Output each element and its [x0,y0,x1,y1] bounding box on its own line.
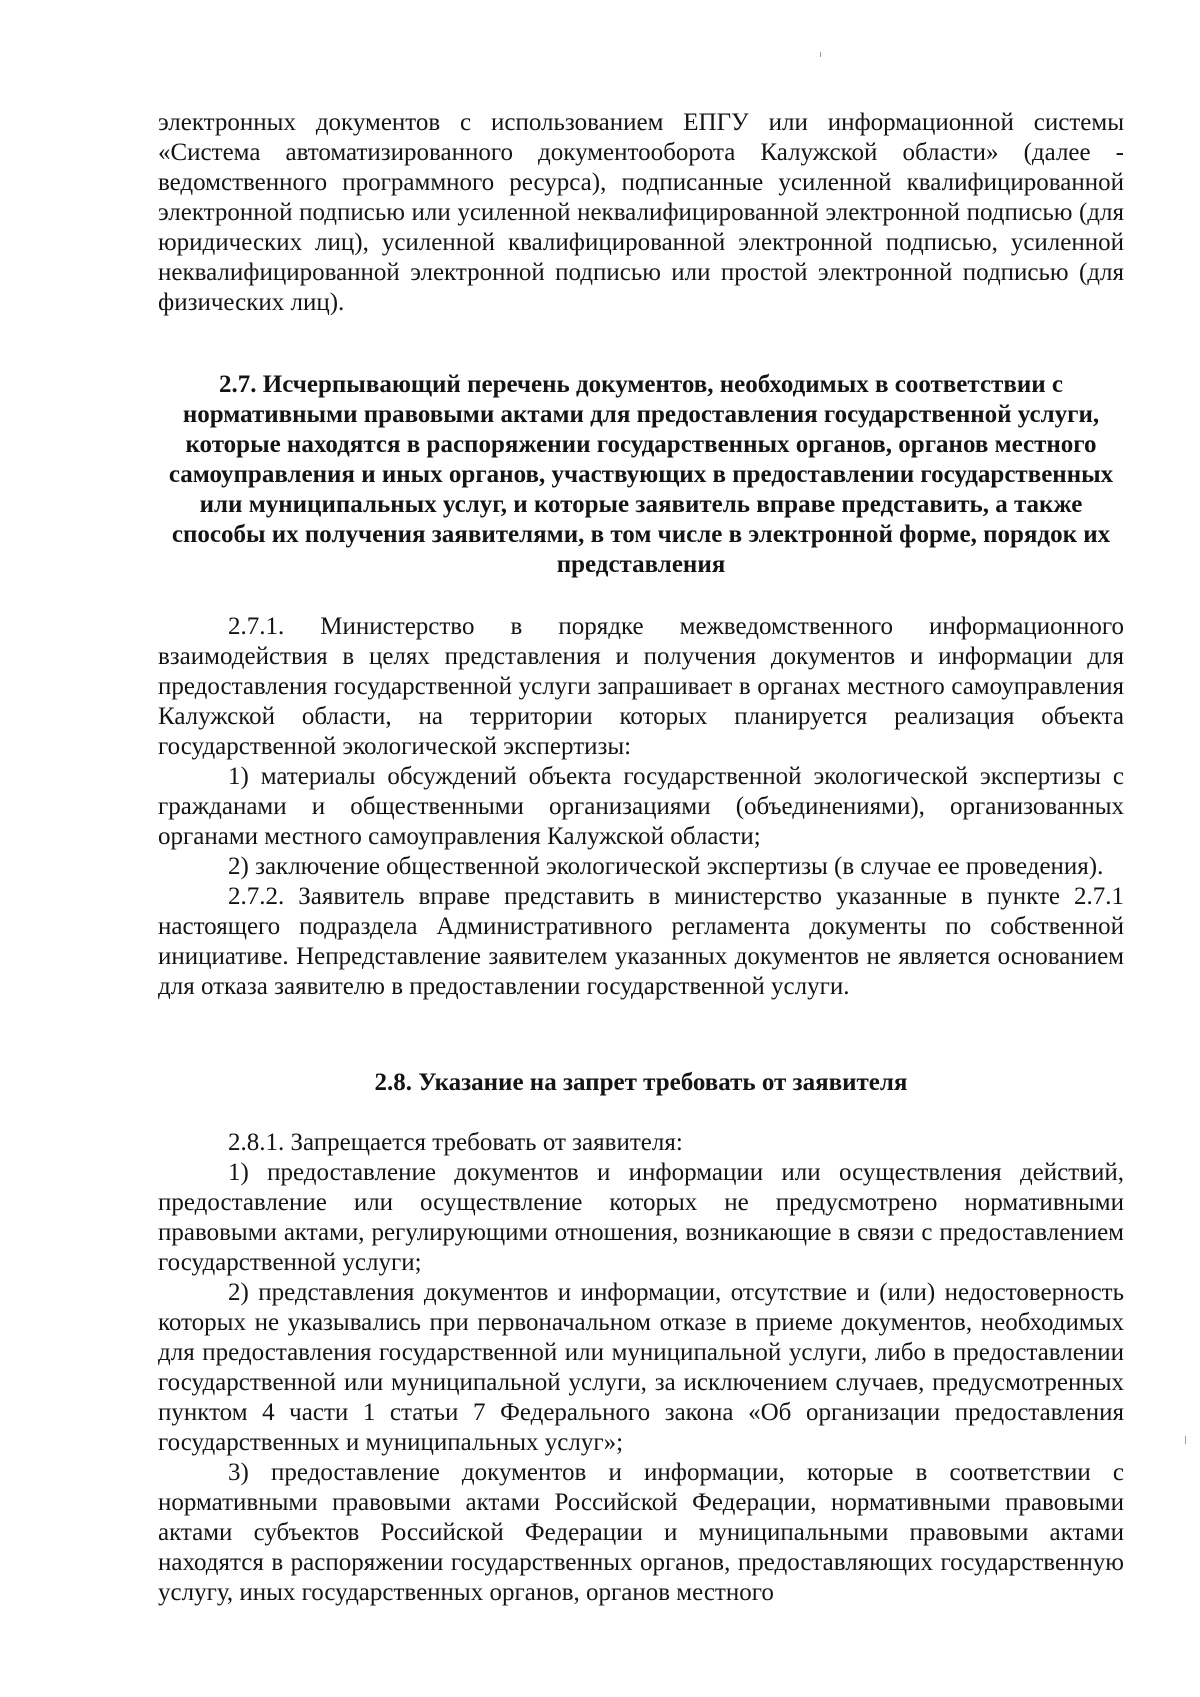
intro-block [158,108,1124,318]
list-item-2-8-1-2: 2) представления документов и информации, отсутствие и (или) недостоверность которых не указывались при первоначальном отказе в приеме документов, необходимых для предоставления государственной или муниципальной услуги, либо в предоставлении государственной или муниципальной услуги, за исключением случаев, предусмотренных пунктом 4 части 1 статьи 7 Федерального закона «Об организации предоставления государственных и муниципальных услуг»; [158,1279,1124,1456]
list-item-2-8-1-1: 1) предоставление документов и информации или осуществления действий, предоставление или осуществление которых не предусмотрено нормативными правовыми актами, регулирующими отношения, возникающие в связи с предоставлением государственной услуги; [158,1159,1124,1276]
list-item-2-7-1-2: 2) заключение общественной экологической экспертизы (в случае ее проведения). [228,853,1104,880]
intro-paragraph: электронных документов с использованием ЕПГУ или информационной системы «Система автоматизированного документооборота Калужской области» (далее - ведомственного программного ресурса), подписанные усиленной квалифицированной электронной подписью или усиленной неквалифицированной электронной подписью (для юридических лиц), усиленной квалифицированной электронной подписью, усиленной неквалифицированной электронной подписью или простой электронной подписью (для физических лиц). [158,109,1124,316]
list-item-2-8-1-3: 3) предоставление документов и информации, которые в соответствии с нормативными правовыми актами Российской Федерации, нормативными правовыми актами субъектов Российской Федерации и муниципальными правовыми актами находятся в распоряжении государственных органов, предоставляющих государственную услугу, иных государственных органов, органов местного [158,1459,1124,1606]
section-2-8-heading: 2.8. Указание на запрет требовать от заявителя [374,1069,908,1096]
paragraph-2-7-2: 2.7.2. Заявитель вправе представить в министерство указанные в пункте 2.7.1 настоящего подраздела Административного регламента документы по собственной инициативе. Непредставление заявителем указанных документов не является основанием для отказа заявителю в предоставлении государственной услуги. [158,883,1124,1000]
section-2-8-body [158,1128,1124,1608]
scan-mark-top [820,52,821,57]
paragraph-2-7-1: 2.7.1. Министерство в порядке межведомственного информационного взаимодействия в целях представления и получения документов и информации для предоставления государственной услуги запрашивает в органах местного самоуправления Калужской области, на территории которых планируется реализация объекта государственной экологической экспертизы: [158,613,1124,760]
list-item-2-7-1-1: 1) материалы обсуждений объекта государственной экологической экспертизы с гражданами и общественными организациями (объединениями), организованных органами местного самоуправления Калужской области; [158,763,1124,850]
scan-mark-right [1185,1436,1186,1444]
section-2-7-heading: 2.7. Исчерпывающий перечень документов, необходимых в соответствии с нормативными правовыми актами для предоставления государственной услуги, которые находятся в распоряжении государственных органов, органов местного самоуправления и иных органов, участвующих в предоставлении государственных или муниципальных услуг, и которые заявитель вправе представить, а также способы их получения заявителями, в том числе в электронной форме, порядок их представления [168,371,1114,578]
section-2-7-body [158,612,1124,1002]
paragraph-2-8-1: 2.8.1. Запрещается требовать от заявителя: [228,1129,683,1156]
